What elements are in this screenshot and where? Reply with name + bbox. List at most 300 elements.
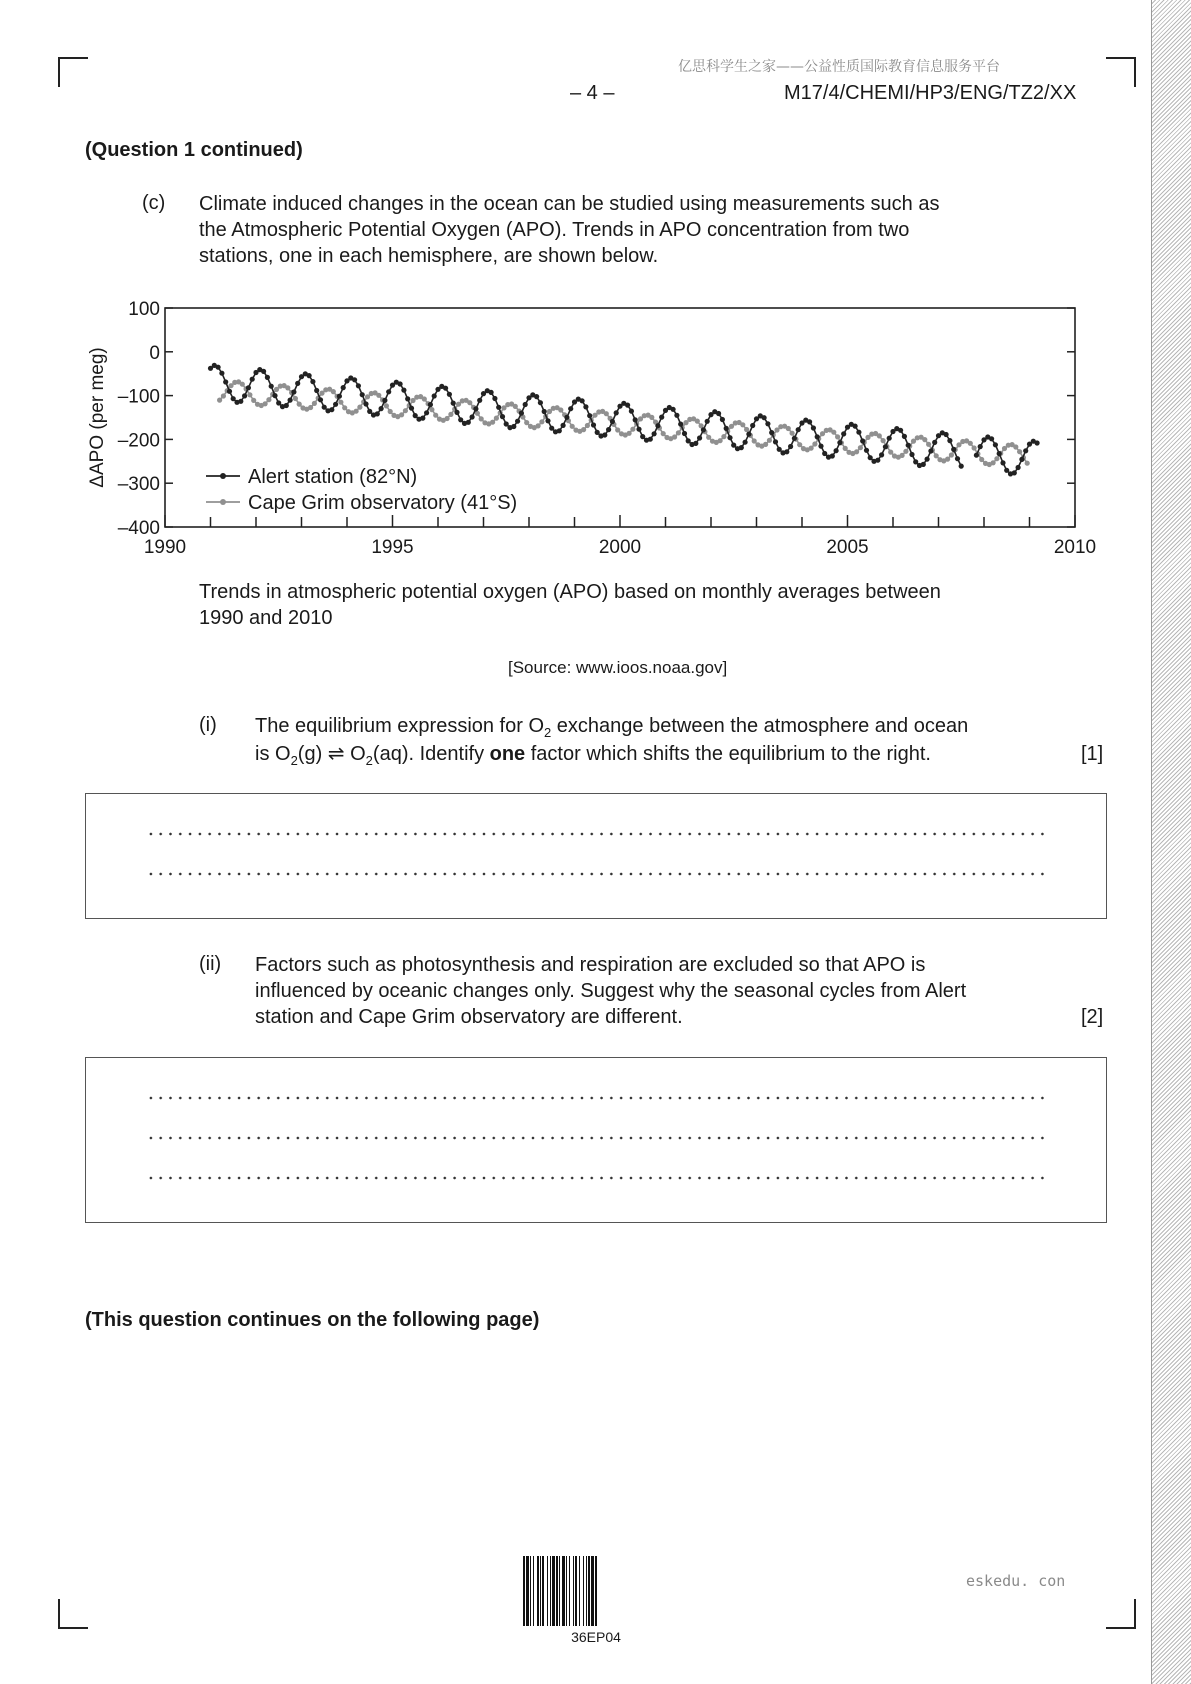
data-point — [337, 394, 342, 399]
legend-marker — [220, 499, 226, 505]
data-point — [490, 420, 495, 425]
data-point — [489, 390, 494, 395]
data-point — [221, 393, 226, 398]
data-point — [231, 396, 236, 401]
data-point — [451, 401, 456, 406]
data-point — [445, 416, 450, 421]
part-c-label: (c) — [142, 192, 166, 214]
data-point — [363, 401, 368, 406]
data-point — [342, 405, 347, 410]
data-point — [763, 442, 768, 447]
data-point — [558, 407, 563, 412]
barcode-text: 36EP04 — [571, 1629, 621, 1645]
data-point — [413, 413, 418, 418]
barcode-bar — [523, 1556, 525, 1626]
data-point — [932, 440, 937, 445]
data-point — [307, 373, 312, 378]
data-point — [312, 401, 317, 406]
data-point — [602, 432, 607, 437]
paper-code: M17/4/CHEMI/HP3/ENG/TZ2/XX — [784, 82, 1077, 104]
data-point — [433, 413, 438, 418]
data-point — [750, 423, 755, 428]
crop-mark-top-right — [1106, 57, 1136, 87]
barcode-bar — [569, 1556, 570, 1626]
data-point — [250, 377, 255, 382]
x-tick-label: 2005 — [826, 537, 869, 558]
data-point — [627, 431, 632, 436]
data-point — [881, 438, 886, 443]
data-point — [496, 405, 501, 410]
data-point — [242, 393, 247, 398]
part-ii-line-2: influenced by oceanic changes only. Suggest why the seasonal cycles from Alert — [255, 980, 967, 1002]
data-point — [536, 423, 541, 428]
data-point — [293, 396, 298, 401]
data-point — [581, 427, 586, 432]
data-point — [265, 375, 270, 380]
data-point — [875, 458, 880, 463]
answer-box-i[interactable] — [85, 793, 1107, 919]
data-point — [382, 398, 387, 403]
answer-line[interactable] — [146, 1095, 1048, 1101]
data-point — [420, 416, 425, 421]
data-point — [504, 421, 509, 426]
data-point — [288, 398, 293, 403]
legend-label: Alert station (82°N) — [248, 466, 418, 488]
data-point — [473, 406, 478, 411]
data-point — [934, 453, 939, 458]
data-point — [227, 389, 232, 394]
data-point — [1019, 457, 1024, 462]
data-point — [329, 407, 334, 412]
data-point — [1025, 461, 1030, 466]
data-point — [652, 431, 657, 436]
data-point — [405, 396, 410, 401]
data-point — [807, 419, 812, 424]
data-point — [379, 406, 384, 411]
data-point — [585, 423, 590, 428]
legend-marker — [220, 473, 226, 479]
barcode — [523, 1556, 669, 1626]
data-point — [765, 421, 770, 426]
data-point — [297, 402, 302, 407]
part-i-line-2: is $O_2(g)$ ⇌ $O_2(aq)$. Identify one factor which shifts the equilibrium to the right. — [255, 743, 931, 768]
data-point — [401, 388, 406, 393]
data-point — [538, 400, 543, 405]
data-point — [974, 453, 979, 458]
data-point — [492, 396, 497, 401]
data-point — [534, 394, 539, 399]
part-ii-line-1: Factors such as photosynthesis and respiration are excluded so that APO is — [255, 954, 926, 976]
data-point — [272, 393, 277, 398]
data-point — [570, 424, 575, 429]
part-i-label: (i) — [199, 714, 217, 736]
crop-mark-top-left — [58, 57, 88, 87]
data-point — [945, 457, 950, 462]
data-point — [625, 403, 630, 408]
data-point — [561, 423, 566, 428]
data-point — [591, 422, 596, 427]
barcode-bar — [537, 1556, 539, 1626]
chart-caption — [199, 579, 1099, 631]
data-point — [604, 411, 609, 416]
data-point — [659, 415, 664, 420]
data-point — [991, 460, 996, 465]
data-point — [284, 403, 289, 408]
answer-line[interactable] — [146, 1135, 1048, 1141]
data-point — [944, 432, 949, 437]
chart-source: [Source: www.ioos.noaa.gov] — [508, 658, 728, 677]
data-point — [949, 452, 954, 457]
page-number: – 4 – — [570, 82, 615, 104]
data-point — [322, 405, 327, 410]
data-point — [568, 406, 573, 411]
data-point — [583, 404, 588, 409]
barcode-bar — [566, 1556, 567, 1626]
data-point — [740, 422, 745, 427]
data-point — [633, 417, 638, 422]
crop-mark-bottom-right — [1106, 1599, 1136, 1629]
data-point — [1000, 460, 1005, 465]
data-point — [448, 412, 453, 417]
data-point — [926, 442, 931, 447]
data-point — [513, 404, 518, 409]
data-point — [993, 442, 998, 447]
data-point — [376, 393, 381, 398]
data-point — [511, 424, 516, 429]
data-point — [989, 436, 994, 441]
data-point — [630, 427, 635, 432]
data-point — [822, 451, 827, 456]
data-point — [458, 417, 463, 422]
answer-line[interactable] — [146, 871, 1048, 877]
data-point — [1035, 440, 1040, 445]
barcode-bar — [540, 1556, 541, 1626]
data-point — [701, 427, 706, 432]
data-point — [580, 398, 585, 403]
data-point — [978, 444, 983, 449]
data-point — [697, 435, 702, 440]
data-point — [314, 388, 319, 393]
data-point — [352, 377, 357, 382]
data-point — [615, 427, 620, 432]
x-tick-label: 2010 — [1053, 537, 1097, 558]
data-point — [1016, 465, 1021, 470]
data-point — [762, 415, 767, 420]
data-point — [291, 389, 296, 394]
data-point — [523, 402, 528, 407]
barcode-bar — [530, 1556, 531, 1626]
data-point — [883, 444, 888, 449]
data-point — [285, 385, 290, 390]
data-point — [815, 434, 820, 439]
continues-note: (This question continues on the following page) — [85, 1309, 540, 1331]
data-point — [959, 464, 964, 469]
data-point — [247, 392, 252, 397]
barcode-bar — [562, 1556, 565, 1626]
data-point — [743, 440, 748, 445]
data-point — [223, 379, 228, 384]
data-point — [739, 445, 744, 450]
data-point — [860, 438, 865, 443]
data-point — [676, 430, 681, 435]
data-point — [951, 447, 956, 452]
data-point — [217, 398, 222, 403]
data-point — [812, 441, 817, 446]
data-point — [853, 424, 858, 429]
part-ii-label: (ii) — [199, 953, 222, 975]
data-point — [721, 434, 726, 439]
data-point — [606, 427, 611, 432]
data-point — [354, 409, 359, 414]
answer-line[interactable] — [146, 1175, 1048, 1181]
barcode-bar — [550, 1556, 551, 1626]
data-point — [837, 440, 842, 445]
data-point — [830, 453, 835, 458]
data-point — [479, 416, 484, 421]
barcode-bar — [559, 1556, 560, 1626]
data-point — [219, 371, 224, 376]
legend-label: Cape Grim observatory (41°S) — [248, 492, 518, 514]
barcode-bar — [556, 1556, 558, 1626]
part-ii-line-3: station and Cape Grim observatory are different. — [255, 1006, 683, 1028]
data-point — [792, 436, 797, 441]
y-axis-label: ΔAPO (per meg) — [87, 347, 108, 488]
data-point — [724, 426, 729, 431]
question-continued-heading: (Question 1 continued) — [85, 139, 303, 161]
header-chinese-text: 亿思科学生之家——公益性质国际教育信息服务平台 — [678, 59, 1000, 75]
data-point — [818, 444, 823, 449]
data-point — [454, 410, 459, 415]
data-point — [994, 456, 999, 461]
y-tick-label: 100 — [128, 299, 160, 320]
data-point — [375, 411, 380, 416]
data-point — [716, 411, 721, 416]
part-c-line-1: Climate induced changes in the ocean can be studied using measurements such as — [199, 193, 940, 215]
data-point — [746, 432, 751, 437]
answer-box-ii[interactable] — [85, 1057, 1107, 1223]
data-point — [386, 389, 391, 394]
data-point — [968, 441, 973, 446]
data-point — [972, 445, 977, 450]
data-point — [903, 449, 908, 454]
data-point — [356, 383, 361, 388]
x-tick-label: 1990 — [143, 537, 187, 558]
data-point — [913, 459, 918, 464]
data-point — [864, 448, 869, 453]
data-point — [671, 407, 676, 412]
data-point — [246, 385, 251, 390]
data-point — [902, 434, 907, 439]
data-point — [429, 407, 434, 412]
data-point — [443, 386, 448, 391]
data-point — [928, 448, 933, 453]
barcode-bar — [595, 1556, 597, 1626]
data-point — [587, 413, 592, 418]
data-point — [384, 403, 389, 408]
data-point — [835, 434, 840, 439]
barcode-bar — [533, 1556, 534, 1626]
data-point — [841, 431, 846, 436]
barcode-bar — [591, 1556, 594, 1626]
data-point — [422, 396, 427, 401]
part-c-line-3: stations, one in each hemisphere, are shown below. — [199, 245, 659, 267]
data-point — [310, 379, 315, 384]
answer-line[interactable] — [146, 831, 1048, 837]
data-point — [318, 397, 323, 402]
data-point — [447, 392, 452, 397]
data-point — [640, 434, 645, 439]
x-tick-label: 2000 — [598, 537, 642, 558]
data-point — [887, 436, 892, 441]
data-point — [834, 448, 839, 453]
data-point — [752, 438, 757, 443]
data-point — [477, 398, 482, 403]
data-point — [629, 409, 634, 414]
data-point — [921, 462, 926, 467]
data-point — [614, 410, 619, 415]
data-point — [955, 456, 960, 461]
data-point — [811, 425, 816, 430]
part-ii-marks: [2] — [1081, 1006, 1104, 1028]
part-ii-text — [255, 952, 1055, 1030]
barcode-bar — [588, 1556, 590, 1626]
data-point — [648, 437, 653, 442]
data-point — [672, 434, 677, 439]
data-point — [909, 452, 914, 457]
data-point — [261, 369, 266, 374]
data-point — [331, 389, 336, 394]
barcode-bar — [575, 1556, 577, 1626]
data-point — [524, 420, 529, 425]
data-point — [398, 381, 403, 386]
data-point — [424, 410, 429, 415]
data-point — [705, 419, 710, 424]
barcode-bar — [586, 1556, 587, 1626]
barcode-bar — [579, 1556, 580, 1626]
y-tick-label: –300 — [117, 474, 160, 496]
data-point — [797, 442, 802, 447]
data-point — [610, 419, 615, 424]
data-point — [858, 445, 863, 450]
x-tick-label: 1995 — [371, 537, 414, 558]
data-point — [1023, 448, 1028, 453]
data-point — [403, 408, 408, 413]
data-point — [357, 405, 362, 410]
data-point — [786, 426, 791, 431]
data-point — [831, 430, 836, 435]
data-point — [388, 409, 393, 414]
y-tick-label: 0 — [149, 342, 160, 364]
data-point — [777, 447, 782, 452]
data-point — [276, 400, 281, 405]
data-point — [360, 392, 365, 397]
data-point — [549, 426, 554, 431]
data-point — [470, 414, 475, 419]
data-point — [338, 400, 343, 405]
data-point — [888, 450, 893, 455]
data-point — [467, 400, 472, 405]
part-i-text — [255, 713, 1055, 769]
data-point — [706, 435, 711, 440]
data-point — [1017, 449, 1022, 454]
y-tick-label: –100 — [117, 386, 160, 408]
data-point — [906, 443, 911, 448]
data-point — [674, 413, 679, 418]
apo-chart — [0, 290, 1140, 560]
data-point — [545, 418, 550, 423]
data-point — [979, 457, 984, 462]
data-point — [341, 385, 346, 390]
data-point — [367, 409, 372, 414]
part-c-text — [199, 191, 1099, 269]
data-point — [636, 427, 641, 432]
data-point — [655, 423, 660, 428]
data-point — [695, 419, 700, 424]
data-point — [432, 393, 437, 398]
data-point — [500, 414, 505, 419]
data-point — [898, 428, 903, 433]
data-point — [399, 412, 404, 417]
crop-mark-bottom-left — [58, 1599, 88, 1629]
data-point — [731, 443, 736, 448]
watermark-text: eskedu. con — [966, 1572, 1066, 1590]
data-point — [922, 437, 927, 442]
data-point — [295, 381, 300, 386]
data-point — [727, 435, 732, 440]
y-tick-label: –400 — [117, 518, 160, 539]
data-point — [1004, 468, 1009, 473]
data-point — [1013, 444, 1018, 449]
data-point — [769, 430, 774, 435]
data-point — [269, 384, 274, 389]
data-point — [308, 405, 313, 410]
caption-line-1: Trends in atmospheric potential oxygen (APO) based on monthly averages between — [199, 581, 941, 603]
part-i-marks: [1] — [1081, 743, 1104, 765]
data-point — [428, 402, 433, 407]
data-point — [720, 417, 725, 422]
barcode-bar — [542, 1556, 544, 1626]
caption-line-2: 1990 and 2010 — [199, 607, 333, 629]
hatched-margin-strip — [1151, 0, 1191, 1684]
data-point — [947, 438, 952, 443]
data-point — [649, 415, 654, 420]
data-point — [809, 446, 814, 451]
barcode-bar — [573, 1556, 574, 1626]
data-point — [557, 428, 562, 433]
y-tick-label: –200 — [117, 430, 160, 452]
data-point — [519, 411, 524, 416]
data-point — [515, 419, 520, 424]
data-point — [564, 415, 569, 420]
data-point — [542, 409, 547, 414]
data-point — [767, 438, 772, 443]
data-point — [773, 439, 778, 444]
data-point — [925, 457, 930, 462]
data-point — [718, 438, 723, 443]
data-point — [1012, 470, 1017, 475]
data-point — [784, 449, 789, 454]
barcode-bar — [552, 1556, 555, 1626]
data-point — [595, 430, 600, 435]
barcode-bar — [547, 1556, 548, 1626]
data-point — [997, 451, 1002, 456]
data-point — [788, 444, 793, 449]
data-point — [409, 406, 414, 411]
part-i-line-1: The equilibrium expression for $O_2$ exchange between the atmosphere and ocean — [255, 715, 969, 740]
barcode-bar — [526, 1556, 529, 1626]
data-point — [686, 438, 691, 443]
data-point — [494, 416, 499, 421]
